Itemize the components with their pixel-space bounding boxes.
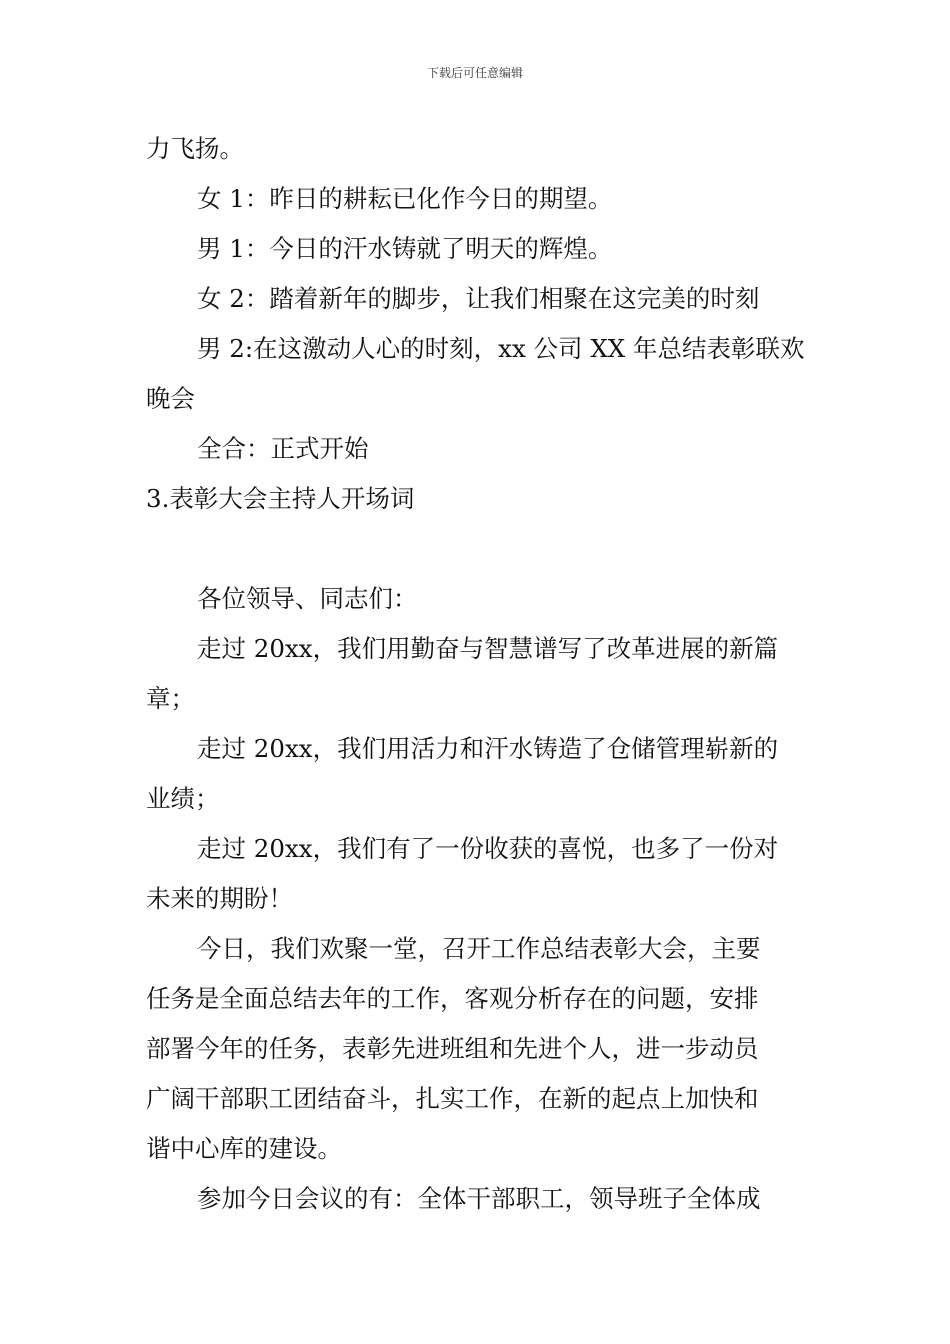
text-line: 章； — [146, 684, 195, 713]
text-line: 各位领导、同志们： — [197, 584, 418, 613]
text-line: 任务是全面总结去年的工作，客观分析存在的问题，安排 — [146, 984, 759, 1013]
text-line: 走过 20xx，我们有了一份收获的喜悦，也多了一份对 — [197, 834, 779, 863]
text-line: 全合：正式开始 — [197, 434, 369, 463]
text-line: 晚会 — [146, 384, 195, 413]
text-line: 业绩； — [146, 784, 220, 813]
text-line: 女 1：昨日的耕耘已化作今日的期望。 — [197, 184, 613, 213]
text-line: 男 2:在这激动人心的时刻，xx 公司 XX 年总结表彰联欢 — [197, 334, 805, 363]
text-line: 力飞扬。 — [146, 134, 244, 163]
page-header: 下载后可任意编辑 — [426, 66, 523, 80]
text-line: 参加今日会议的有：全体干部职工，领导班子全体成 — [197, 1184, 761, 1213]
text-line: 未来的期盼！ — [146, 884, 293, 913]
text-line: 广阔干部职工团结奋斗，扎实工作，在新的起点上加快和 — [146, 1084, 759, 1113]
text-line: 3.表彰大会主持人开场词 — [146, 484, 415, 513]
blank-line — [146, 524, 812, 574]
text-line: 走过 20xx，我们用勤奋与智慧谱写了改革进展的新篇 — [197, 634, 779, 663]
text-line: 谐中心库的建设。 — [146, 1134, 342, 1163]
document-body — [146, 124, 812, 1224]
text-line: 女 2：踏着新年的脚步，让我们相聚在这完美的时刻 — [197, 284, 760, 313]
text-line: 部署今年的任务，表彰先进班组和先进个人，进一步动员 — [146, 1034, 759, 1063]
text-line: 今日，我们欢聚一堂，召开工作总结表彰大会，主要 — [197, 934, 761, 963]
text-line: 男 1：今日的汗水铸就了明天的辉煌。 — [197, 234, 613, 263]
text-line: 走过 20xx，我们用活力和汗水铸造了仓储管理崭新的 — [197, 734, 779, 763]
